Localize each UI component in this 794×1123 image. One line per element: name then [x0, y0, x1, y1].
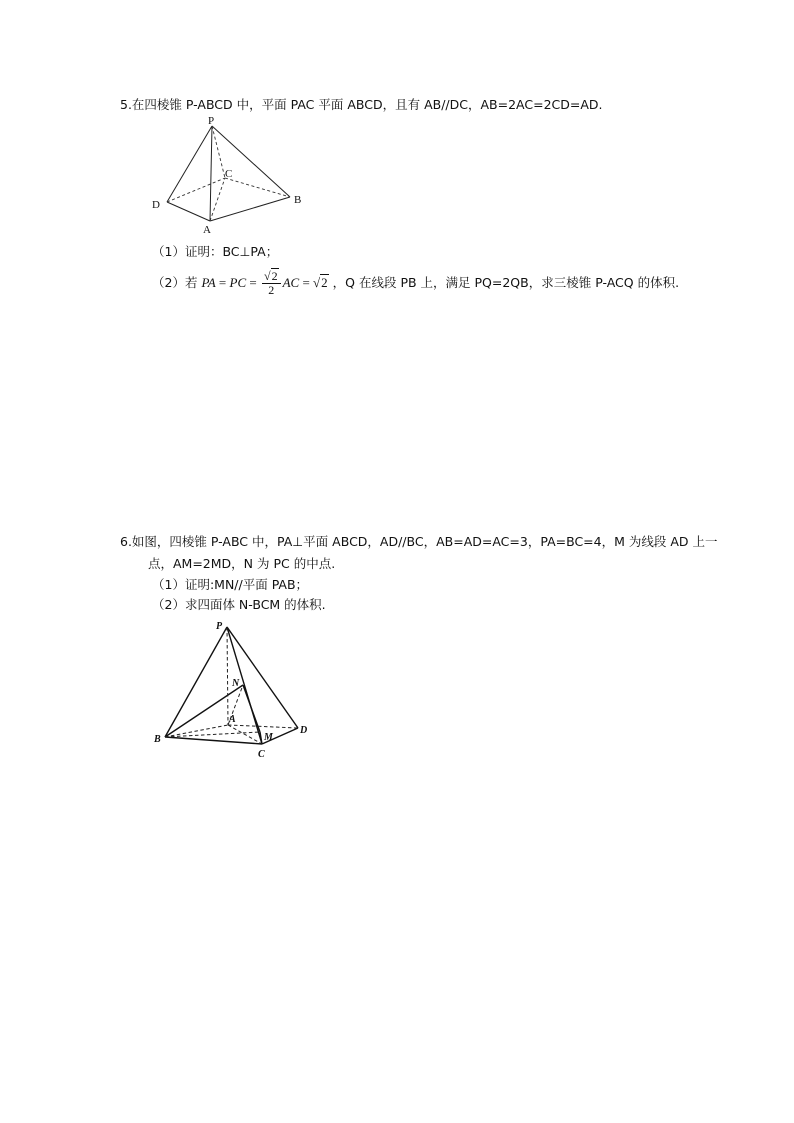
edge-DC-hidden	[167, 178, 225, 202]
math-pa: PA	[201, 275, 216, 290]
part2-suffix: ，Q 在线段 PB 上，满足 PQ=2QB，求三棱锥 P-ACQ 的体积.	[332, 275, 680, 290]
part2-prefix: （2）若	[152, 275, 198, 290]
frac-den: 2	[268, 283, 275, 297]
problem6-part2: （2）求四面体 N-BCM 的体积.	[152, 597, 326, 612]
math-pc: PC	[229, 275, 247, 290]
math-ac: AC	[282, 275, 300, 290]
label-D: D	[152, 199, 160, 211]
edge-MC	[260, 732, 262, 744]
label-A: A	[229, 714, 236, 725]
label-B: B	[294, 194, 302, 206]
problem5-statement: 5.在四棱锥 P-ABCD 中，平面 PAC 平面 ABCD，且有 AB//DC，AB=2AC=2CD=AD.	[120, 97, 603, 112]
problem5-pyramid-figure	[140, 112, 320, 236]
problem6-statement-line2: 点，AM=2MD，N 为 PC 的中点.	[148, 556, 336, 571]
edge-BN	[165, 685, 243, 737]
problem6-statement-line1: 6.如图，四棱锥 P-ABC 中，PA⊥平面 ABCD，AD//BC，AB=AD=AC=3，PA=BC=4，M 为线段 AD 上一	[120, 534, 718, 549]
label-C: C	[258, 749, 265, 760]
edge-PB	[212, 126, 290, 197]
edge-AB	[210, 197, 290, 221]
label-P: P	[208, 115, 215, 127]
edge-PC-hidden	[212, 126, 225, 178]
edge-PD	[167, 126, 212, 202]
problem6-pyramid-figure	[150, 615, 320, 765]
math-eq1: =	[215, 275, 230, 290]
math-sqrt2: √2	[313, 275, 328, 290]
edge-PB	[165, 627, 227, 737]
label-N: N	[232, 678, 240, 689]
label-M: M	[264, 732, 273, 743]
label-D: D	[300, 725, 308, 736]
edge-AC-hidden	[210, 178, 225, 221]
frac-num: 2	[271, 269, 278, 283]
edge-NM	[243, 685, 260, 732]
label-P: P	[216, 621, 223, 632]
edge-PA	[210, 126, 212, 221]
problem5-part1: （1）证明：BC⊥PA；	[152, 244, 279, 259]
math-fraction: $\frac{√2}{2}$	[262, 270, 281, 297]
edge-BC	[165, 737, 262, 744]
problem6-part1: （1）证明:MN//平面 PAB；	[152, 577, 309, 592]
label-A: A	[203, 224, 211, 236]
edge-AD-hidden	[228, 725, 298, 728]
edge-PA-hidden	[227, 627, 228, 725]
label-B: B	[154, 734, 161, 745]
problem5-part2	[152, 268, 679, 298]
math-eq3: =	[299, 275, 314, 290]
label-C: C	[225, 168, 233, 180]
math-eq2: =	[246, 275, 260, 290]
edge-DA	[167, 202, 210, 221]
